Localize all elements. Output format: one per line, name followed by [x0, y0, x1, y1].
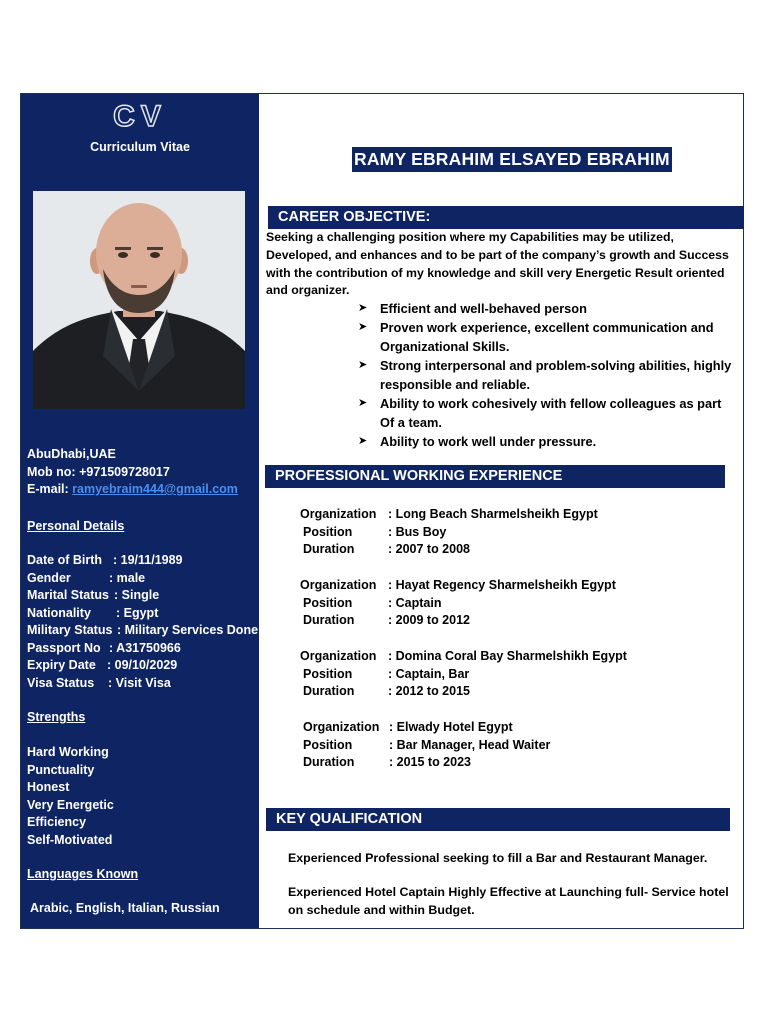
personal-label: Visa Status [27, 675, 95, 690]
experience-entry [303, 719, 550, 772]
personal-row [27, 622, 258, 640]
personal-value: : Egypt [116, 605, 159, 620]
duration-value: : 2015 to 2023 [389, 755, 471, 770]
personal-label: Passport No [27, 640, 101, 655]
personal-row [27, 552, 258, 570]
strength-item: Self-Motivated [27, 832, 113, 847]
duration-value: : 2009 to 2012 [388, 613, 470, 628]
personal-row [27, 570, 258, 588]
mobile-line [27, 464, 238, 482]
bullet-text: Proven work experience, excellent communication and Organizational Skills. [380, 320, 714, 354]
arrow-icon: ➤ [358, 321, 368, 333]
arrow-icon: ➤ [358, 359, 368, 371]
personal-label: Expiry Date [27, 658, 96, 672]
position-value: : Captain, Bar [388, 666, 470, 681]
email-label: E-mail: [27, 482, 69, 496]
personal-row [27, 657, 258, 675]
position-label: Position [303, 595, 353, 610]
career-objective-heading: CAREER OBJECTIVE: [268, 206, 744, 229]
cv-subtitle: Curriculum Vitae [90, 140, 190, 154]
personal-row [27, 675, 258, 693]
duration-value: : 2012 to 2015 [388, 684, 470, 699]
duration-label: Duration [303, 684, 355, 699]
key-qualification-heading: KEY QUALIFICATION [266, 808, 730, 831]
position-label: Position [303, 666, 353, 681]
duration-label: Duration [303, 613, 355, 628]
organization-value: : Domina Coral Bay Sharmelshikh Egypt [388, 649, 627, 663]
arrow-icon: ➤ [358, 397, 368, 409]
position-value: : Bar Manager, Head Waiter [389, 737, 551, 752]
position-value: : Bus Boy [388, 524, 447, 539]
contact-block [27, 446, 238, 499]
personal-value: : Military Services Done [117, 623, 259, 637]
objective-bullets [358, 299, 738, 451]
arrow-icon: ➤ [358, 302, 368, 314]
objective-text: Seeking a challenging position where my Capabilities may be utilized, Developed, and enhances and to be part of the company’s growth and Success with the contribution of my knowledge and skill very Energetic Result oriented and organizer. [266, 230, 729, 298]
qualification-item: Experienced Hotel Captain Highly Effective at Launching full- Service hotel on schedule and within Budget. [288, 885, 729, 917]
personal-label: Marital Status [27, 588, 109, 602]
email-line [27, 481, 238, 499]
languages-text: Arabic, English, Italian, Russian [30, 901, 220, 915]
personal-value: : 19/11/1989 [113, 553, 183, 567]
personal-details-heading: Personal Details [27, 519, 125, 533]
bullet-item [358, 394, 738, 432]
personal-label: Nationality [27, 605, 91, 620]
position-label: Position [303, 737, 353, 752]
personal-row [27, 640, 258, 658]
bullet-item [358, 318, 738, 356]
personal-value: : Single [114, 588, 160, 602]
organization-value: : Elwady Hotel Egypt [389, 720, 513, 734]
personal-value: : 09/10/2029 [107, 658, 178, 672]
organization-label: Organization [300, 507, 377, 521]
arrow-icon: ➤ [358, 435, 368, 447]
organization-value: : Long Beach Sharmelsheikh Egypt [388, 507, 598, 521]
sidebar [21, 94, 259, 928]
candidate-name: RAMY EBRAHIM ELSAYED EBRAHIM [352, 147, 672, 172]
duration-value: : 2007 to 2008 [388, 542, 470, 557]
bullet-item [358, 432, 738, 451]
bullet-item [358, 299, 738, 318]
bullet-text: Ability to work well under pressure. [380, 434, 597, 449]
profile-photo [33, 191, 245, 409]
location-text: AbuDhabi,UAE [27, 447, 116, 461]
strength-item: Hard Working [27, 745, 109, 759]
email-link[interactable]: ramyebraim444@gmail.com [72, 482, 238, 496]
duration-label: Duration [303, 755, 355, 770]
personal-value: : A31750966 [109, 640, 181, 655]
bullet-item [358, 356, 738, 394]
personal-row [27, 587, 258, 605]
strength-item: Punctuality [27, 762, 95, 777]
position-label: Position [303, 524, 353, 539]
cv-title: CV [113, 100, 167, 133]
main-content [260, 94, 744, 928]
languages-heading: Languages Known [27, 867, 139, 881]
organization-label: Organization [300, 578, 377, 592]
organization-value: : Hayat Regency Sharmelsheikh Egypt [388, 578, 616, 592]
experience-entry [300, 577, 616, 630]
organization-label: Organization [303, 720, 380, 734]
personal-details-list [27, 552, 258, 692]
strength-item: Efficiency [27, 815, 87, 829]
strength-item: Honest [27, 780, 70, 794]
personal-label: Date of Birth [27, 553, 102, 567]
organization-label: Organization [300, 649, 377, 663]
personal-label: Military Status [27, 623, 113, 637]
bullet-text: Efficient and well-behaved person [380, 301, 587, 316]
bullet-text: Strong interpersonal and problem-solving abilities, highly responsible and reliable. [380, 358, 732, 392]
experience-entry [300, 648, 627, 701]
mobile-number: +971509728017 [79, 464, 170, 479]
personal-label: Gender [27, 570, 71, 585]
mobile-label: Mob no: [27, 464, 76, 479]
strength-item: Very Energetic [27, 797, 114, 812]
position-value: : Captain [388, 595, 442, 610]
experience-heading: PROFESSIONAL WORKING EXPERIENCE [265, 465, 725, 488]
qualification-item: Experienced Professional seeking to fill a Bar and Restaurant Manager. [288, 851, 708, 865]
personal-value: : male [109, 570, 146, 585]
bullet-text: Ability to work cohesively with fellow colleagues as part Of a team. [380, 396, 722, 430]
strengths-list [27, 744, 114, 849]
strengths-heading: Strengths [27, 710, 86, 724]
duration-label: Duration [303, 542, 355, 557]
experience-entry [300, 506, 598, 559]
personal-row [27, 605, 258, 623]
personal-value: : Visit Visa [108, 675, 171, 690]
